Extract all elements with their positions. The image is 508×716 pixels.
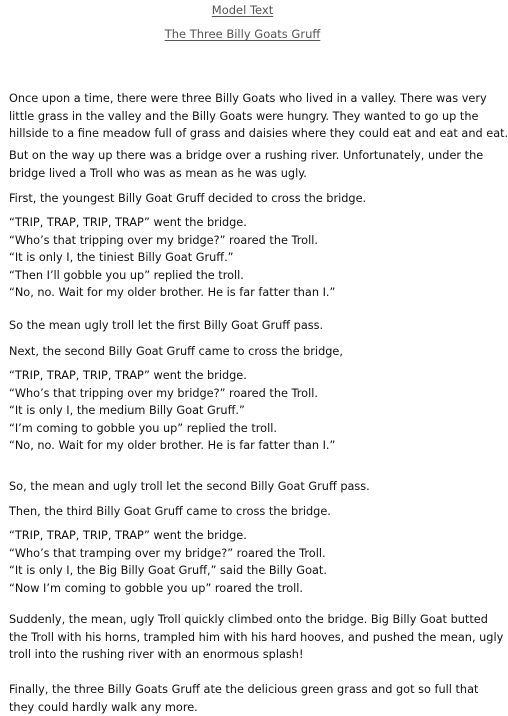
text-line: hillside to a fine meadow full of grass and daisies where they could eat and eat and eat. [9, 125, 479, 143]
dialogue-line: “Who’s that tramping over my bridge?” roared the Troll. [9, 545, 479, 563]
dialogue-third-goat [9, 527, 479, 597]
dialogue-line: “It is only I, the medium Billy Goat Gruff.” [9, 402, 479, 420]
text-line: First, the youngest Billy Goat Gruff decided to cross the bridge. [9, 190, 479, 208]
text-line: Next, the second Billy Goat Gruff came to cross the bridge, [9, 343, 479, 361]
text-line: Then, the third Billy Goat Gruff came to cross the bridge. [9, 503, 479, 521]
dialogue-line: “Then I’ll gobble you up” replied the troll. [9, 267, 479, 285]
dialogue-line: “I’m coming to gobble you up” replied the troll. [9, 420, 479, 438]
dialogue-second-goat [9, 367, 479, 455]
dialogue-line: “TRIP, TRAP, TRIP, TRAP” went the bridge. [9, 214, 479, 232]
text-line: they could hardly walk any more. [9, 699, 479, 716]
text-line: Finally, the three Billy Goats Gruff ate the delicious green grass and got so full that [9, 681, 479, 699]
paragraph-first-pass [9, 317, 479, 335]
dialogue-line: “No, no. Wait for my older brother. He is far fatter than I.” [9, 284, 479, 302]
paragraph-second-goat [9, 343, 479, 361]
text-line: troll into the rushing river with an enormous splash! [9, 646, 479, 664]
paragraph-intro [9, 90, 479, 143]
paragraph-third-goat [9, 503, 479, 521]
text-line: little grass in the valley and the Billy Goats were hungry. They wanted to go up the [9, 108, 479, 126]
dialogue-line: “Now I’m coming to gobble you up” roared the troll. [9, 580, 479, 598]
paragraph-first-goat [9, 190, 479, 208]
dialogue-first-goat [9, 214, 479, 302]
dialogue-line: “No, no. Wait for my older brother. He is far fatter than I.” [9, 437, 479, 455]
dialogue-line: “It is only I, the tiniest Billy Goat Gruff.” [9, 249, 479, 267]
text-line: So the mean ugly troll let the first Billy Goat Gruff pass. [9, 317, 479, 335]
text-line: the Troll with his horns, trampled him with his hard hooves, and pushed the mean, ugly [9, 629, 479, 647]
dialogue-line: “It is only I, the Big Billy Goat Gruff,” said the Billy Goat. [9, 562, 479, 580]
dialogue-line: “Who’s that tripping over my bridge?” roared the Troll. [9, 232, 479, 250]
dialogue-line: “TRIP, TRAP, TRIP, TRAP” went the bridge. [9, 527, 479, 545]
text-line: bridge lived a Troll who was as mean as he was ugly. [9, 165, 479, 183]
text-line: But on the way up there was a bridge over a rushing river. Unfortunately, under the [9, 147, 479, 165]
story-title: The Three Billy Goats Gruff [0, 27, 485, 41]
dialogue-line: “TRIP, TRAP, TRIP, TRAP” went the bridge. [9, 367, 479, 385]
paragraph-ending [9, 681, 479, 716]
text-line: Suddenly, the mean, ugly Troll quickly climbed onto the bridge. Big Billy Goat butted [9, 611, 479, 629]
paragraph-second-pass [9, 478, 479, 496]
paragraph-bridge [9, 147, 479, 182]
text-line: Once upon a time, there were three Billy Goats who lived in a valley. There was very [9, 90, 479, 108]
paragraph-climax [9, 611, 479, 664]
text-line: So, the mean and ugly troll let the second Billy Goat Gruff pass. [9, 478, 479, 496]
model-text-heading: Model Text [0, 3, 485, 17]
dialogue-line: “Who’s that tripping over my bridge?” roared the Troll. [9, 385, 479, 403]
